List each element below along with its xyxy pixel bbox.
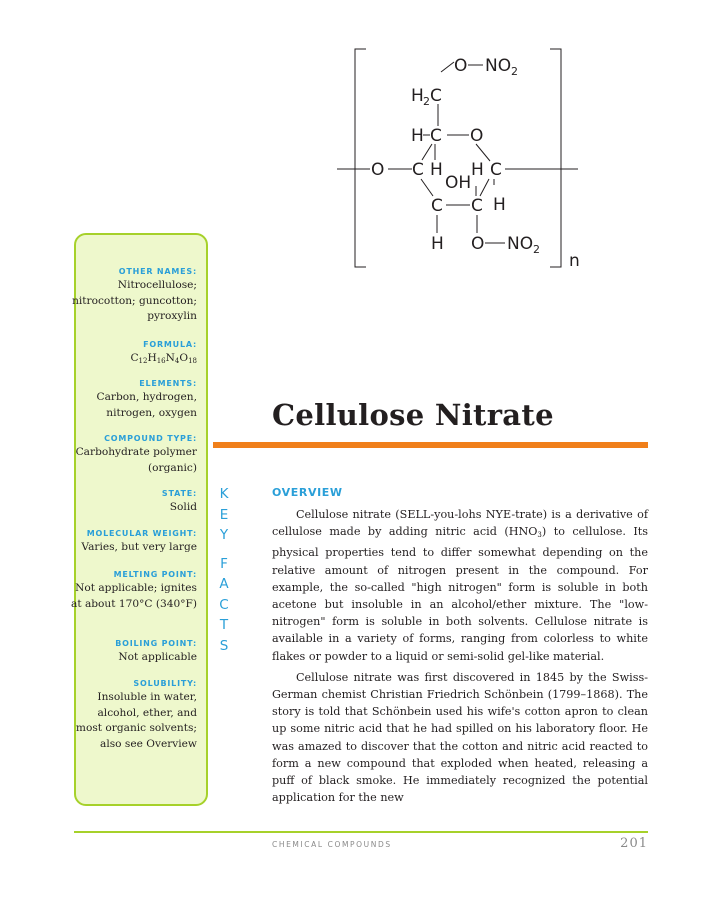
fact-compound-type: [69, 433, 197, 476]
key-facts-letter: S: [219, 637, 229, 654]
paragraph-text: ) to cellulose. Its physical properties tend to differ somewhat depending on the relative amount of nitrogen present in the compound. For example, the so-called "high nitrogen" form is soluble in both acetone but insoluble in an alcohol/ether mixture. The "low-nitrogen" form is soluble in both solvents. Cellulose nitrate is available in a variety of forms, ranging from colorless to white flakes or powder to a liquid or semi-solid gel-like material.: [272, 525, 648, 663]
formula-part: N: [165, 352, 175, 364]
atom-label: O: [471, 234, 485, 254]
fact-label: MOLECULAR WEIGHT:: [86, 529, 197, 538]
formula-subscript: 18: [188, 357, 197, 365]
bond: [421, 179, 433, 196]
atom-label: H: [493, 195, 506, 215]
fact-formula: [69, 339, 197, 370]
running-footer: CHEMICAL COMPOUNDS: [272, 840, 392, 849]
bond: [441, 62, 454, 72]
fact-label: STATE:: [161, 489, 197, 498]
atom-label: H: [411, 86, 424, 106]
atom-label: H: [430, 160, 443, 180]
fact-value: Not applicable; ignites at about 170°C (340°F): [71, 582, 197, 610]
formula-subscript: 16: [156, 357, 166, 365]
atom-label: NO: [507, 234, 534, 254]
fact-value: Solid: [169, 501, 197, 513]
formula-value: [69, 351, 197, 370]
left-bracket: [355, 49, 366, 267]
footer-rule: [74, 831, 648, 833]
fact-boiling-point: [69, 638, 197, 666]
atom-label: 2: [533, 243, 540, 256]
fact-label: MELTING POINT:: [113, 570, 197, 579]
atom-label: C: [490, 160, 502, 180]
structural-formula: [330, 40, 590, 275]
key-facts-letter: K: [219, 486, 229, 502]
key-facts-letter: A: [219, 576, 229, 592]
fact-state: [69, 488, 197, 516]
formula-part: H: [147, 352, 157, 364]
key-facts-letter: Y: [219, 527, 229, 543]
formula-subscript: 4: [174, 357, 180, 365]
fact-label: OTHER NAMES:: [118, 267, 197, 276]
fact-molecular-weight: [69, 528, 197, 556]
fact-solubility: [69, 678, 197, 752]
atom-label: C: [430, 86, 442, 106]
fact-label: ELEMENTS:: [139, 379, 197, 388]
formula-part: C: [130, 352, 139, 364]
overview-paragraph: Cellulose nitrate was first discovered in 1845 by the Swiss-German chemist Christian Friedrich Schönbein (1799–1868). The story is told that Schönbein used his wife's cotton apron to clean up some nitric acid that he had spilled on his laboratory floor. He was amazed to discover that the cotton and nitric acid reacted to form a new compound that exploded when heated, releasing a puff of black smoke. He immediately recognized the potential application for the new: [272, 670, 648, 805]
bond: [476, 144, 490, 161]
atom-label: C: [430, 126, 442, 146]
title-rule: [213, 442, 648, 448]
formula-subscript: 3: [537, 531, 542, 540]
fact-value: Varies, but very large: [81, 541, 197, 553]
fact-elements: [69, 378, 197, 421]
formula-part: O: [179, 352, 189, 364]
atom-label: H: [431, 234, 444, 254]
overview-heading: OVERVIEW: [272, 486, 343, 499]
key-facts-vertical-label: [217, 484, 231, 656]
atom-label: 2: [511, 65, 518, 78]
atom-label: NO: [485, 56, 512, 76]
fact-label: BOILING POINT:: [115, 639, 197, 648]
bond: [422, 144, 432, 160]
page-title: Cellulose Nitrate: [272, 398, 554, 432]
page-number: 201: [620, 836, 648, 851]
atom-label: C: [412, 160, 424, 180]
fact-value: Not applicable: [118, 651, 197, 663]
fact-value: Insoluble in water, alcohol, ether, and most organic solvents; also see Overview: [75, 691, 197, 750]
atom-label: O: [470, 126, 484, 146]
paragraph-text: Cellulose nitrate (SELL-you-lohs NYE-trate) is a derivative of cellulose made by adding nitric acid (HNO: [272, 508, 648, 539]
fact-melting-point: [69, 569, 197, 612]
fact-label: SOLUBILITY:: [133, 679, 197, 688]
atom-label: H: [411, 126, 424, 146]
fact-other-names: [69, 266, 197, 325]
right-bracket: [550, 49, 561, 267]
atom-label: 2: [423, 95, 430, 108]
key-facts-letter: F: [220, 555, 228, 572]
formula-subscript: 12: [138, 357, 148, 365]
fact-label: COMPOUND TYPE:: [104, 434, 197, 443]
fact-label: FORMULA:: [143, 340, 197, 349]
atom-label: OH: [445, 173, 472, 193]
overview-paragraph: [272, 506, 648, 665]
key-facts-letter: C: [219, 596, 229, 613]
repeat-unit-label: n: [569, 251, 580, 271]
atom-label: C: [431, 196, 443, 216]
atom-label: O: [371, 160, 385, 180]
key-facts-letter: E: [219, 506, 229, 523]
atom-label: C: [471, 196, 483, 216]
overview-text: [272, 506, 648, 810]
fact-value: Nitrocellulose; nitrocotton; guncotton; pyroxylin: [72, 279, 197, 322]
key-facts-letter: T: [219, 617, 229, 633]
fact-value: Carbohydrate polymer (organic): [75, 446, 197, 474]
atom-label: O: [454, 56, 468, 76]
key-facts-panel: [71, 233, 208, 806]
fact-value: Carbon, hydrogen, nitrogen, oxygen: [96, 391, 197, 419]
bond: [480, 179, 489, 196]
atom-label: H: [471, 160, 484, 180]
